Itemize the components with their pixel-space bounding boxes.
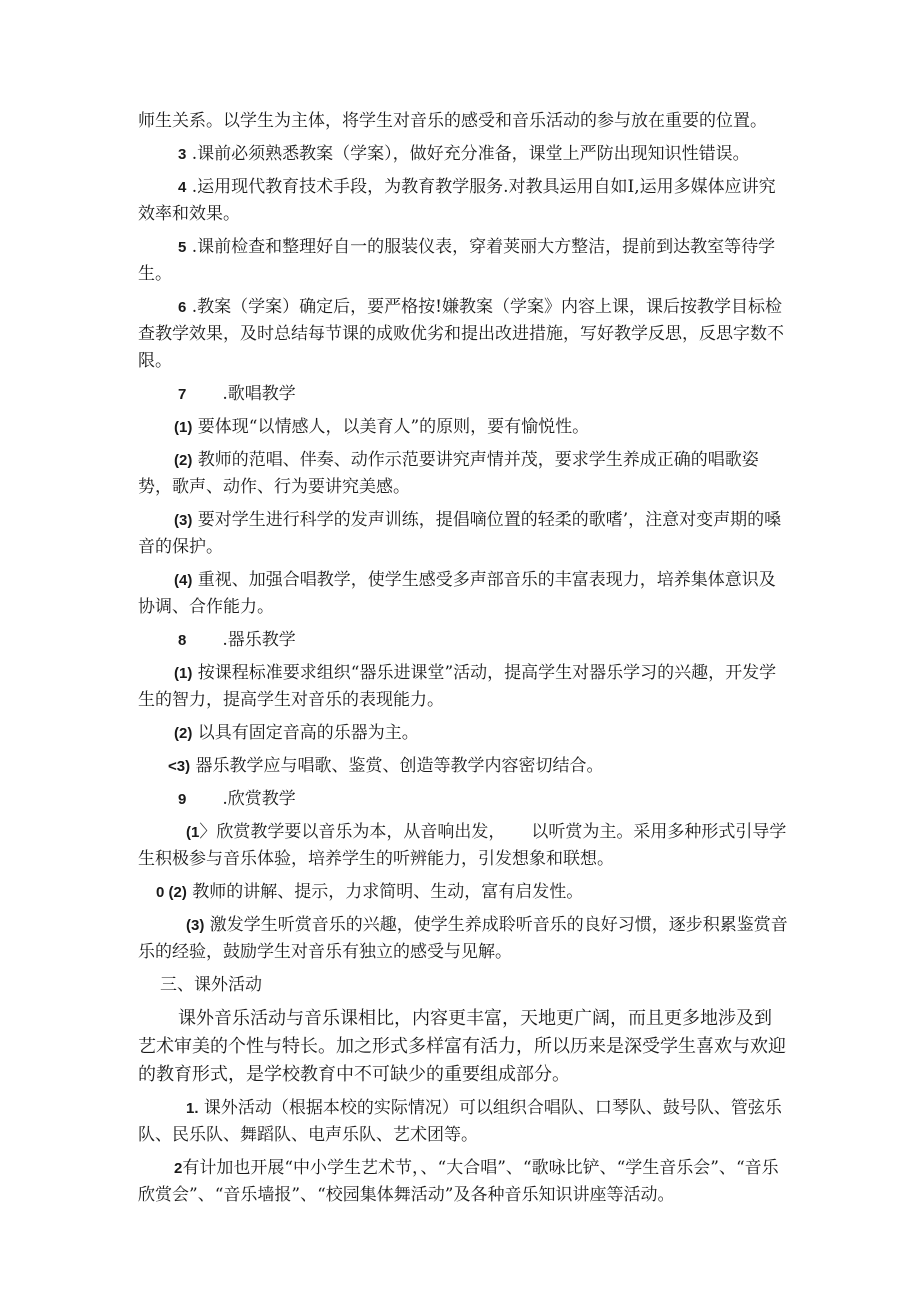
- heading-singing: 7 .歌唱教学: [178, 384, 296, 404]
- document-page: [138, 108, 788, 1215]
- appreciation-item-1: (1〉欣赏教学要以音乐为本，从音响出发， 以听赏为主。采用多种形式引导学生积极参与音乐体验，培养学生的听辨能力，引发想象和联想。: [138, 822, 787, 869]
- extracurricular-intro: 课外音乐活动与音乐课相比，内容更丰富，天地更广阔，而且更多地涉及到艺术审美的个性与特长。加之形式多样富有活力，所以历来是深受学生喜欢与欢迎的教育形式，是学校教育中不可缺少的重要组成部分。: [138, 1008, 786, 1085]
- paragraph-item-5: 5 .课前检查和整理好自一的服装仪表，穿着荚丽大方整洁，提前到达教室等待学生。: [138, 237, 776, 284]
- heading-instrumental: 8 .器乐教学: [178, 630, 296, 650]
- extracurricular-item-2: 2有计加也开展“中小学生艺术节，、“大合唱”、“歌咏比铲、“学生音乐会”、“音乐欣赏会”、“音乐墙报”、“校园集体舞活动”及各种音乐知识讲座等活动。: [138, 1158, 779, 1205]
- singing-item-1: (1) 要体现“以情感人，以美育人”的原则，要有愉悦性。: [174, 417, 590, 437]
- paragraph-item-4: 4 .运用现代教育技术手段，为教育教学服务.对教具运用自如I,运用多媒体应讲究效率和效果。: [138, 177, 776, 224]
- singing-item-3: (3) 要对学生进行科学的发声训练，提倡嘀位置的轻柔的歌嗜’，注意对变声期的嗓音的保护。: [138, 510, 782, 557]
- paragraph-intro: 师生关系。以学生为主体，将学生对音乐的感受和音乐活动的参与放在重要的位置。: [138, 111, 767, 131]
- singing-item-4: (4) 重视、加强合唱教学，使学生感受多声部音乐的丰富表现力，培养集体意识及协调、合作能力。: [138, 570, 776, 617]
- appreciation-item-2: 0 (2) 教师的讲解、提示，力求简明、生动，富有启发性。: [156, 882, 584, 902]
- extracurricular-item-1: 1. 课外活动（根据本校的实际情况）可以组织合唱队、口琴队、鼓号队、管弦乐队、民乐队、舞蹈队、电声乐队、艺术团等。: [138, 1098, 782, 1145]
- instrumental-item-3: <3) 器乐教学应与唱歌、鉴赏、创造等教学内容密切结合。: [168, 756, 604, 776]
- paragraph-item-6: 6 .教案（学案）确定后，要严格按!嫌教案（学案》内容上课，课后按教学目标检查教学效果，及时总结每节课的成败优劣和提出改进措施，写好教学反思，反思字数不限。: [138, 297, 784, 371]
- section-heading-extracurricular: 三、课外活动: [160, 975, 262, 995]
- paragraph-item-3: 3 .课前必须熟悉教案（学案），做好充分准备，课堂上严防出现知识性错误。: [178, 144, 750, 164]
- appreciation-item-3: (3) 激发学生听赏音乐的兴趣，使学生养成聆听音乐的良好习惯，逐步积累鉴赏音乐的经验，鼓励学生对音乐有独立的感受与见解。: [138, 915, 788, 962]
- singing-item-2: (2) 教师的范唱、伴奏、动作示范要讲究声情并茂，要求学生养成正确的唱歌姿势，歌声、动作、行为要讲究美感。: [138, 450, 759, 497]
- heading-appreciation: 9 .欣赏教学: [178, 789, 296, 809]
- instrumental-item-2: (2) 以具有固定音高的乐器为主。: [174, 723, 419, 743]
- instrumental-item-1: (1) 按课程标准要求组织“器乐进课堂”活动，提高学生对器乐学习的兴趣，开发学生的智力，提高学生对音乐的表现能力。: [138, 663, 777, 710]
